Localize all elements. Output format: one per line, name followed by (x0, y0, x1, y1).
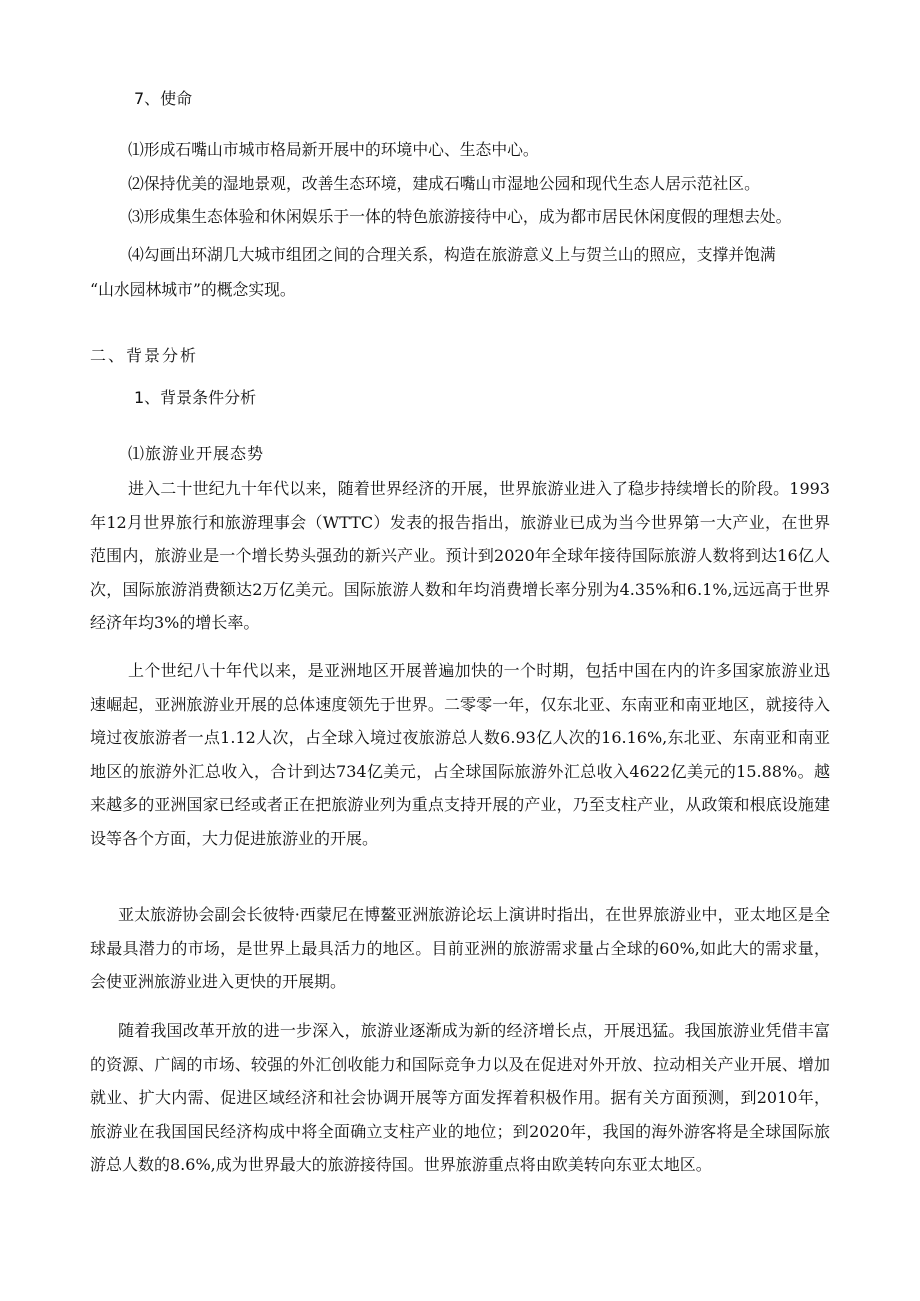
mission-item-5: “山水园林城市”的概念实现。 (90, 280, 296, 299)
mission-item-1: ⑴形成石嘴山市城市格局新开展中的环境中心、生态中心。 (128, 140, 539, 159)
paragraph-3-text: 亚太旅游协会副会长彼特·西蒙尼在博鳌亚洲旅游论坛上演讲时指出，在世界旅游业中，亚太地区是全球最具潜力的市场，是世界上最具活力的地区。目前亚洲的旅游需求量占全球的60%,如此大的需求量，会使亚洲旅游业进入更快的开展期。 (90, 905, 830, 992)
paragraph-4-text: 随着我国改革开放的进一步深入，旅游业逐渐成为新的经济增长点，开展迅猛。我国旅游业凭借丰富的资源、广阔的市场、较强的外汇创收能力和国际竞争力以及在促进对外开放、拉动相关产业开展、增加就业、扩大内需、促进区域经济和社会协调开展等方面发挥着积极作用。据有关方面预测，到2010年，旅游业在我国国民经济构成中将全面确立支柱产业的地位；到2020年，我国的海外游客将是全球国际旅游总人数的8.6%,成为世界最大的旅游接待国。世界旅游重点将由欧美转向东亚太地区。 (90, 1021, 830, 1175)
subsection-heading: 1、背景条件分析 (134, 388, 257, 407)
mission-item-2: ⑵保持优美的湿地景观，改善生态环境，建成石嘴山市湿地公园和现代生态人居示范社区。 (128, 174, 760, 193)
paragraph-1 (90, 472, 830, 640)
topic-heading: ⑴旅游业开展态势 (128, 444, 265, 463)
mission-item-4: ⑷勾画出环湖几大城市组团之间的合理关系，构造在旅游意义上与贺兰山的照应，支撑并饱满 (128, 245, 776, 264)
mission-item-3: ⑶形成集生态体验和休闲娱乐于一体的特色旅游接待中心，成为都市居民休闲度假的理想去处。 (128, 207, 792, 226)
paragraph-1-text: 进入二十世纪九十年代以来，随着世界经济的开展，世界旅游业进入了稳步持续增长的阶段。1993年12月世界旅行和旅游理事会（WTTC）发表的报告指出，旅游业已成为当今世界第一大产业，在世界范围内，旅游业是一个增长势头强劲的新兴产业。预计到2020年全球年接待国际旅游人数将到达16亿人次，国际旅游消费额达2万亿美元。国际旅游人数和年均消费增长率分别为4.35%和6.1%,远远高于世界经济年均3%的增长率。 (90, 479, 830, 633)
paragraph-3 (90, 898, 830, 999)
paragraph-2 (90, 654, 830, 856)
section-heading: 二、背景分析 (90, 346, 199, 365)
mission-heading: 7、使命 (134, 89, 193, 108)
paragraph-2-text: 上个世纪八十年代以来，是亚洲地区开展普遍加快的一个时期，包括中国在内的许多国家旅游业迅速崛起，亚洲旅游业开展的总体速度领先于世界。二零零一年，仅东北亚、东南亚和南亚地区，就接待入境过夜旅游者一点1.12人次，占全球入境过夜旅游总人数6.93亿人次的16.16%,东北亚、东南亚和南亚地区的旅游外汇总收入，合计到达734亿美元，占全球国际旅游外汇总收入4622亿美元的15.88%。越来越多的亚洲国家已经或者正在把旅游业列为重点支持开展的产业，乃至支柱产业，从政策和根底设施建设等各个方面，大力促进旅游业的开展。 (90, 661, 830, 848)
paragraph-4 (90, 1014, 830, 1182)
